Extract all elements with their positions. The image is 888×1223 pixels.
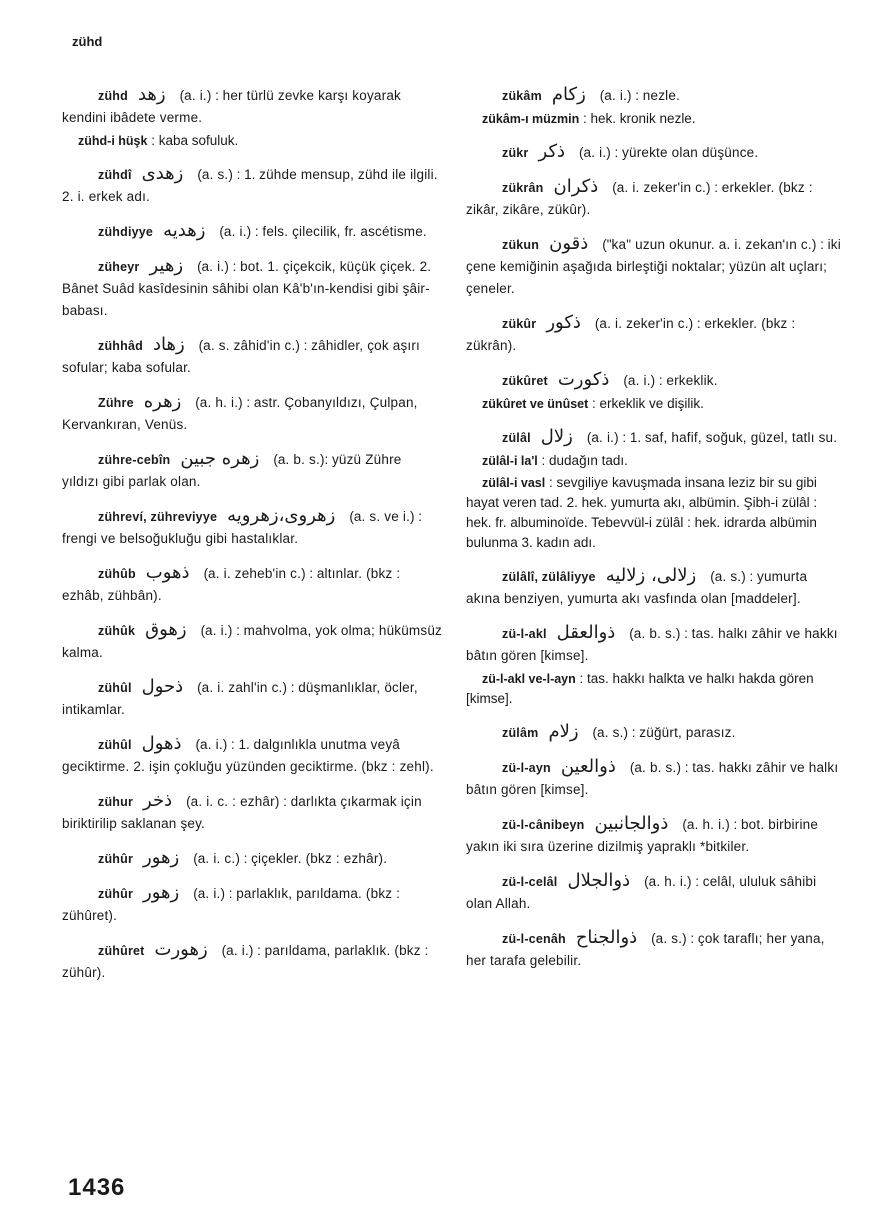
headword: zülâm (502, 726, 539, 740)
headword: zühur (98, 795, 134, 809)
dictionary-entry (466, 813, 844, 858)
definition: (a. h. i.) : astr. Çobanyıldızı, Çulpan, Kervankıran, Venüs. (62, 395, 418, 432)
dictionary-entry (466, 473, 844, 553)
headword: zühûb (98, 567, 136, 581)
dictionary-entry (466, 426, 844, 449)
definition: (a. i.) : parıldama, parlaklık. (bkz : zühûr). (62, 943, 429, 980)
dictionary-entry (62, 790, 442, 835)
arabic-script: زلام (548, 721, 579, 742)
definition: (a. s.) : yumurta akına benziyen, yumurta akı vasfında olan [maddeler]. (466, 569, 808, 606)
definition: (a. i.) : fels. çilecilik, fr. ascétisme. (219, 224, 427, 239)
dictionary-entry (62, 562, 442, 607)
headword: zükûret (502, 374, 548, 388)
definition: : sevgiliye kavuşmada insana leziz bir su gibi hayat veren tad. 2. hek. yumurta akı, albümin. Şibh-i zülâl : hek. fr. albuminoïde. Tebevvül-i zülâl : hek. idrarda albümin bulunma 3. kadın adı. (466, 475, 818, 550)
arabic-script: زهورت (154, 939, 208, 960)
definition: (a. i. c. : ezhâr) : darlıkta çıkarmak için biriktirilip saklanan şey. (62, 794, 422, 831)
definition: (a. i. zeker'in c.) : erkekler. (bkz : zikâr, zikâre, zükûr). (466, 180, 813, 217)
dictionary-entry (62, 448, 442, 493)
dictionary-entry (466, 233, 844, 300)
headword: zü-l-cânibeyn (502, 818, 585, 832)
dictionary-entry (466, 756, 844, 801)
right-column (466, 84, 844, 984)
arabic-script: زلالى، زلاليه (605, 565, 697, 586)
headword: zühd (98, 89, 128, 103)
dictionary-entry (466, 369, 844, 392)
dictionary-entry (62, 676, 442, 721)
definition: (a. s.) : 1. zühde mensup, zühd ile ilgili. 2. i. erkek adı. (62, 167, 438, 204)
definition: : dudağın tadı. (541, 453, 628, 468)
headword: zükûret ve ünûset (482, 397, 589, 411)
arabic-script: ذوالجناح (575, 927, 638, 948)
headword: züheyr (98, 260, 140, 274)
definition: (a. i.) : mahvolma, yok olma; hükümsüz kalma. (62, 623, 442, 660)
arabic-script: ذهول (141, 733, 182, 754)
dictionary-entry (466, 927, 844, 972)
headword: zükûr (502, 317, 537, 331)
definition: (a. i.) : her türlü zevke karşı koyarak kendini ibâdete verme. (62, 88, 401, 125)
dictionary-entry (466, 870, 844, 915)
headword: zü-l-cenâh (502, 932, 566, 946)
headword: zühûl (98, 738, 132, 752)
headword: zühûr (98, 852, 134, 866)
headword: zülâlî, zülâliyye (502, 570, 596, 584)
page-number: 1436 (68, 1174, 126, 1201)
left-column (62, 84, 442, 996)
dictionary-entry (62, 255, 442, 322)
arabic-script: ذوالعقل (556, 622, 616, 643)
definition: (a. b. s.) : tas. hakkı zâhir ve halkı bâtın gören [kimse]. (466, 760, 839, 797)
definition: (a. i.) : 1. saf, hafif, soğuk, güzel, tatlı su. (586, 430, 838, 445)
headword: zükrân (502, 181, 544, 195)
dictionary-entry (466, 84, 844, 107)
arabic-script: زهره (143, 391, 182, 412)
definition: (a. i.) : parlaklık, parıldama. (bkz : zühûret). (62, 886, 401, 923)
dictionary-entry (62, 220, 442, 243)
arabic-script: زهور (143, 847, 180, 868)
arabic-script: ذهوب (145, 562, 190, 583)
definition: (a. s. zâhid'in c.) : zâhidler, çok aşırı sofular; kaba sofular. (62, 338, 421, 375)
arabic-script: ذكر (538, 141, 566, 162)
dictionary-entry (466, 141, 844, 164)
definition: (a. i. zeker'in c.) : erkekler. (bkz : zükrân). (466, 316, 796, 353)
headword: zühûr (98, 887, 134, 901)
dictionary-entry (466, 394, 844, 414)
dictionary-entry (62, 882, 442, 927)
headword: zü-l-ayn (502, 761, 551, 775)
dictionary-entry (466, 312, 844, 357)
dictionary-entry (466, 669, 844, 709)
headword: zühûl (98, 681, 132, 695)
arabic-script: ذخر (143, 790, 173, 811)
dictionary-entry (62, 163, 442, 208)
arabic-script: ذقون (549, 233, 589, 254)
headword: zü-l-celâl (502, 875, 558, 889)
definition: (a. i. zeheb'in c.) : altınlar. (bkz : ezhâb, zühbân). (62, 566, 401, 603)
headword: zükr (502, 146, 529, 160)
dictionary-entry (62, 733, 442, 778)
arabic-script: زهد (137, 84, 166, 105)
arabic-script: زهوق (145, 619, 187, 640)
arabic-script: ذوالجانبين (594, 813, 669, 834)
dictionary-entry (62, 619, 442, 664)
dictionary-entry (62, 939, 442, 984)
definition: : hek. kronik nezle. (583, 111, 696, 126)
headword: zü-l-akl ve-l-ayn (482, 672, 576, 686)
headword: zühd-i hüşk (78, 134, 148, 148)
arabic-script: زكام (551, 84, 586, 105)
definition: (a. s. ve i.) : frengi ve belsoğukluğu gibi hastalıklar. (62, 509, 423, 546)
definition: (a. s.) : çok taraflı; her yana, her tarafa gelebilir. (466, 931, 825, 968)
definition: (a. i. zahl'in c.) : düşmanlıklar, öcler, intikamlar. (62, 680, 418, 717)
arabic-script: زهروى،زهرويه (227, 505, 336, 526)
definition: (a. i.) : bot. 1. çiçekcik, küçük çiçek. 2. Bânet Suâd kasîdesinin sâhibi olan Kâ'b'ın-kendisi gibi şâir-babası. (62, 259, 432, 318)
headword: zükun (502, 238, 540, 252)
definition: (a. b. s.): yüzü Zühre yıldızı gibi parlak olan. (62, 452, 402, 489)
dictionary-entry (466, 565, 844, 610)
running-header: zühd (72, 34, 103, 49)
headword: zülâl-i vasl (482, 476, 546, 490)
definition: (a. i.) : erkeklik. (623, 373, 718, 388)
dictionary-entry (466, 622, 844, 667)
definition: : tas. hakkı halkta ve halkı hakda gören [kimse]. (466, 671, 814, 706)
definition: : erkeklik ve dişilik. (592, 396, 704, 411)
dictionary-entry (62, 84, 442, 129)
headword: zühreví, zühreviyye (98, 510, 218, 524)
dictionary-entry (62, 505, 442, 550)
headword: zühdî (98, 168, 132, 182)
definition: (a. i.) : nezle. (599, 88, 681, 103)
headword: zühre-cebîn (98, 453, 171, 467)
arabic-script: ذوالجلال (567, 870, 631, 891)
headword: Zühre (98, 396, 134, 410)
arabic-script: زهديه (163, 220, 206, 241)
arabic-script: زهره جبين (180, 448, 260, 469)
headword: zühhâd (98, 339, 143, 353)
arabic-script: ذكورت (557, 369, 610, 390)
headword: zühdiyye (98, 225, 154, 239)
definition: ("ka" uzun okunur. a. i. zekan'ın c.) : iki çene kemiğinin aşağıda birleştiği noktalar; yüzün alt uçları; çeneler. (466, 237, 841, 296)
arabic-script: ذكور (546, 312, 581, 333)
definition: (a. h. i.) : celâl, ululuk sâhibi olan Allah. (466, 874, 817, 911)
arabic-script: ذكران (553, 176, 599, 197)
dictionary-entry (62, 847, 442, 870)
dictionary-entry (62, 334, 442, 379)
arabic-script: زهاد (152, 334, 185, 355)
headword: zükâm (502, 89, 542, 103)
dictionary-entry (62, 131, 442, 151)
definition: (a. i.) : yürekte olan düşünce. (579, 145, 759, 160)
definition: (a. b. s.) : tas. halkı zâhir ve hakkı bâtın gören [kimse]. (466, 626, 838, 663)
arabic-script: زهور (143, 882, 180, 903)
definition: : kaba sofuluk. (151, 133, 239, 148)
definition: (a. h. i.) : bot. birbirine yakın iki sıra üzerine dizilmiş yapraklı *bitkiler. (466, 817, 819, 854)
dictionary-entry (466, 109, 844, 129)
definition: (a. i. c.) : çiçekler. (bkz : ezhâr). (193, 851, 388, 866)
dictionary-entry (466, 451, 844, 471)
arabic-script: زلال (540, 426, 573, 447)
arabic-script: ذحول (141, 676, 184, 697)
headword: zülâl (502, 431, 531, 445)
headword: zükâm-ı müzmin (482, 112, 580, 126)
definition: (a. s.) : züğürt, parasız. (592, 725, 736, 740)
headword: zülâl-i la'l (482, 454, 538, 468)
dictionary-entry (466, 176, 844, 221)
headword: zühûk (98, 624, 136, 638)
dictionary-entry (62, 391, 442, 436)
definition: (a. i.) : 1. dalgınlıkla unutma veyâ geciktirme. 2. işin çokluğu yüzünden geciktirme. (bkz : zehl). (62, 737, 434, 774)
dictionary-entry (466, 721, 844, 744)
headword: zü-l-akl (502, 627, 547, 641)
arabic-script: زهدى (141, 163, 184, 184)
arabic-script: زهير (149, 255, 184, 276)
headword: zühûret (98, 944, 145, 958)
arabic-script: ذوالعين (560, 756, 616, 777)
